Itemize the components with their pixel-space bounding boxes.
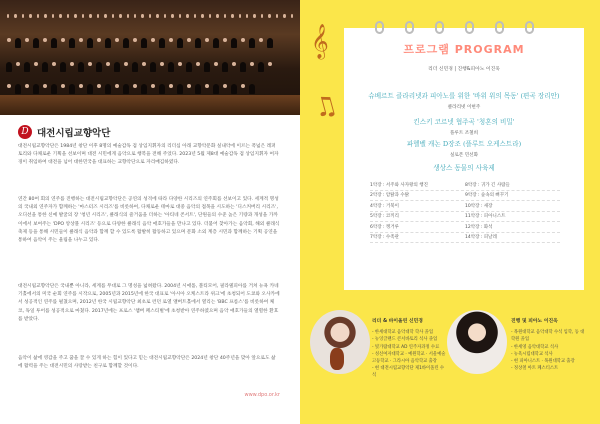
performer-role: 진행 및 피아노 이진욱 [511, 319, 558, 324]
binder-ring-icon [525, 21, 534, 34]
movement-item: 2악장 : 암탉과 수탉 [370, 193, 410, 199]
piece-performer: 실로폰 민선화 [449, 153, 479, 158]
movement-list [370, 180, 560, 243]
movement-item: 12악장 : 화석 [465, 224, 493, 230]
stage-floor [0, 95, 300, 115]
program-piece [344, 138, 584, 158]
website-link[interactable]: www.dpo.or.kr [244, 392, 280, 398]
movement-item: 8악장 : 귀가 긴 사람들 [465, 182, 510, 188]
movement-item: 7악장 : 수족관 [370, 235, 399, 241]
movement-item: 11악장 : 피아니스트 [465, 214, 506, 220]
orchestra-row [0, 14, 300, 32]
bio-line: - 성신여자대학교 · 예원학교 · 서울예술고등학교 · 그라시아 음악학교 출강 [372, 351, 446, 365]
treble-clef-icon: 𝄞 [311, 24, 329, 59]
movement-row [370, 191, 560, 202]
piece-performer: 클라리넷 이현주 [447, 105, 481, 110]
program-title: 프로그램 PROGRAM [403, 43, 525, 56]
bio-line: - 현 대전시립교향악단 제1바이올린 수석 [372, 366, 445, 379]
piece-performer: 플루트 조철희 [449, 131, 479, 136]
tour-paragraph: 대전시립교향악단은 국내뿐 아니라, 세계를 무대로 그 명성을 넓혀왔다. 2004년 시애틀, 볼티모어, 필라델피아를 거쳐 뉴욕 카네기홀에서의 미국 순회 연주를 시작으로, 2005년과 2015년에 한국 대표로 '아시아 오케스트라 위크'에 초청되어 도쿄와 오사카에서 성공적인 연주를 펼쳤으며, 2012년 한국 시립교향악단 최초로 런던 로열 앨버트홀에서 열리는 'BBC 프롬스'를 비롯하여 체코, 독일 투어를 성공적으로 마쳤다. 2017년에는 프로스 '챔버 페스티벌'에 초청받아 연주하였으며 음악 애호가들의 열렬한 환호를 받았다. [18, 284, 280, 322]
program-piece [344, 162, 584, 172]
closing-paragraph: 음악이 삶에 영감을 주고 꿈을 꿀 수 있게 하는 힘이 있다고 믿는 대전시립교향악단은 2024년 창단 40주년을 맞아 앞으로도 삶에 활력을 주는 대전시민의 사랑받는 친구로 함께할 것이다. [18, 356, 276, 370]
orchestra-name: 대전시립교향악단 [37, 128, 111, 139]
bio-line: - 목원대학교 음악대학 수석 입학, 동 대학원 졸업 [511, 330, 585, 343]
binder-ring-icon [465, 21, 474, 34]
orchestra-logo-line [18, 125, 110, 139]
binder-ring-icon [375, 21, 384, 34]
binder-ring-icon [435, 21, 444, 34]
piece-title: 파헬벨 캐논 D장조 (플루트 오케스트라) [406, 140, 522, 148]
performer-bio-violin [372, 318, 446, 380]
series-paragraph: 연간 80여 회의 연주를 진행하는 대전시립교향악단은 공연의 성격에 따라 다양한 시리즈의 연주회를 선보이고 있다. 세계적 명성의 국내외 연주자가 함께하는 '마스터즈 시리즈'를 비롯하여, 다채로운 테마로 대중 음악의 접목을 시도하는 '디스커버리 시리즈', 오디션을 통한 신예 발굴의 장 '청년 시리즈', 클래식의 즐거움을 더하는 '아티네 콘서트', 단원들의 수준 높은 기량과 개성을 가까이에서 보여주는 'DPO 앙상블 시리즈' 등으로 다양한 클래식 음악 애호가들을 만나고 있다. 더불어 찾아가는 음악회, 해외 클래식 축제 등을 통해 시민들이 클래식 음악과 함께 할 수 있도록 활발히 활동하고 있으며 문화 소외 계층 시민과 함께하는 기획 공연을 통하여 음악이 주는 울림을 나누고 있다. [18, 197, 280, 244]
movement-item: 9악장 : 숲속의 뻐꾸기 [465, 193, 509, 199]
bio-line: - 빛가람대학교 AD 연주자과정 수료 [372, 344, 440, 350]
movement-item: 1악장 : 서주와 사자왕의 행진 [370, 182, 428, 188]
orchestra-photo [0, 0, 300, 115]
binder-ring-icon [405, 21, 414, 34]
program-piece [344, 90, 584, 110]
violin-icon [330, 348, 344, 370]
performer-role: 리더 & 바이올린 신민경 [372, 319, 423, 324]
movement-row [370, 180, 560, 191]
movement-item: 5악장 : 코끼리 [370, 214, 399, 220]
bio-line: - 한세영 음악대학교 석사 [511, 344, 559, 350]
conductor-line: 리더 신민경 | 진행&피아노 이진욱 [428, 67, 500, 72]
piece-title: 슈베르트 클라리넷과 피아노를 위한 '바위 위의 목동' (편곡 장리안) [368, 92, 560, 100]
pianist-portrait [447, 310, 507, 374]
program-piece [344, 116, 584, 136]
movement-row [370, 233, 560, 244]
movement-row [370, 222, 560, 233]
performer-bio-piano [511, 318, 585, 372]
dpo-logo-icon: D [18, 125, 32, 139]
movement-row [370, 212, 560, 223]
piece-title: 생상스 동물의 사육제 [433, 164, 495, 172]
movement-item: 6악장 : 캥거루 [370, 224, 399, 230]
movement-item: 10악장 : 새장 [465, 203, 493, 209]
piece-title: 킨스키 코르넷 협주곡 '청혼의 비밀' [413, 118, 515, 126]
bio-line: - 뉴욕시립대학교 석사 [511, 351, 553, 357]
movement-item: 4악장 : 거북이 [370, 203, 399, 209]
intro-paragraph: 대전시립교향악단은 1984년 창단 이후 8명의 예술감독 겸 상임지휘자의 리더십 아래 교향악문화 실내악에 이르는 폭넓은 레퍼토리와 다채로운 기획을 선보이며 대전 시민에게 음악으로 행복을 전해 주었다. 2023년 5월 제8대 예술감독 겸 상임지휘자 여자경이 취임하여 대전을 넘어 대한민국을 대표하는 교향악단으로 자리매김하였다. [18, 144, 279, 166]
bio-line: - 뉴잉글랜드 콘서바토리 석사 졸업 [372, 337, 438, 343]
bio-line: - 정상철 아트 페스티스트 [511, 366, 559, 372]
orchestra-row [0, 62, 300, 80]
movement-row [370, 201, 560, 212]
orchestra-row [0, 38, 300, 56]
bio-line: - 한세대학교 음악대학 학사 졸업 [372, 330, 433, 336]
binder-ring-icon [495, 21, 504, 34]
bio-line: - 현 피아니스트 · 목원대학교 출강 [511, 359, 575, 365]
music-note-icon: ♫ [310, 89, 341, 125]
movement-item: 14악장 : 피날레 [465, 235, 497, 241]
